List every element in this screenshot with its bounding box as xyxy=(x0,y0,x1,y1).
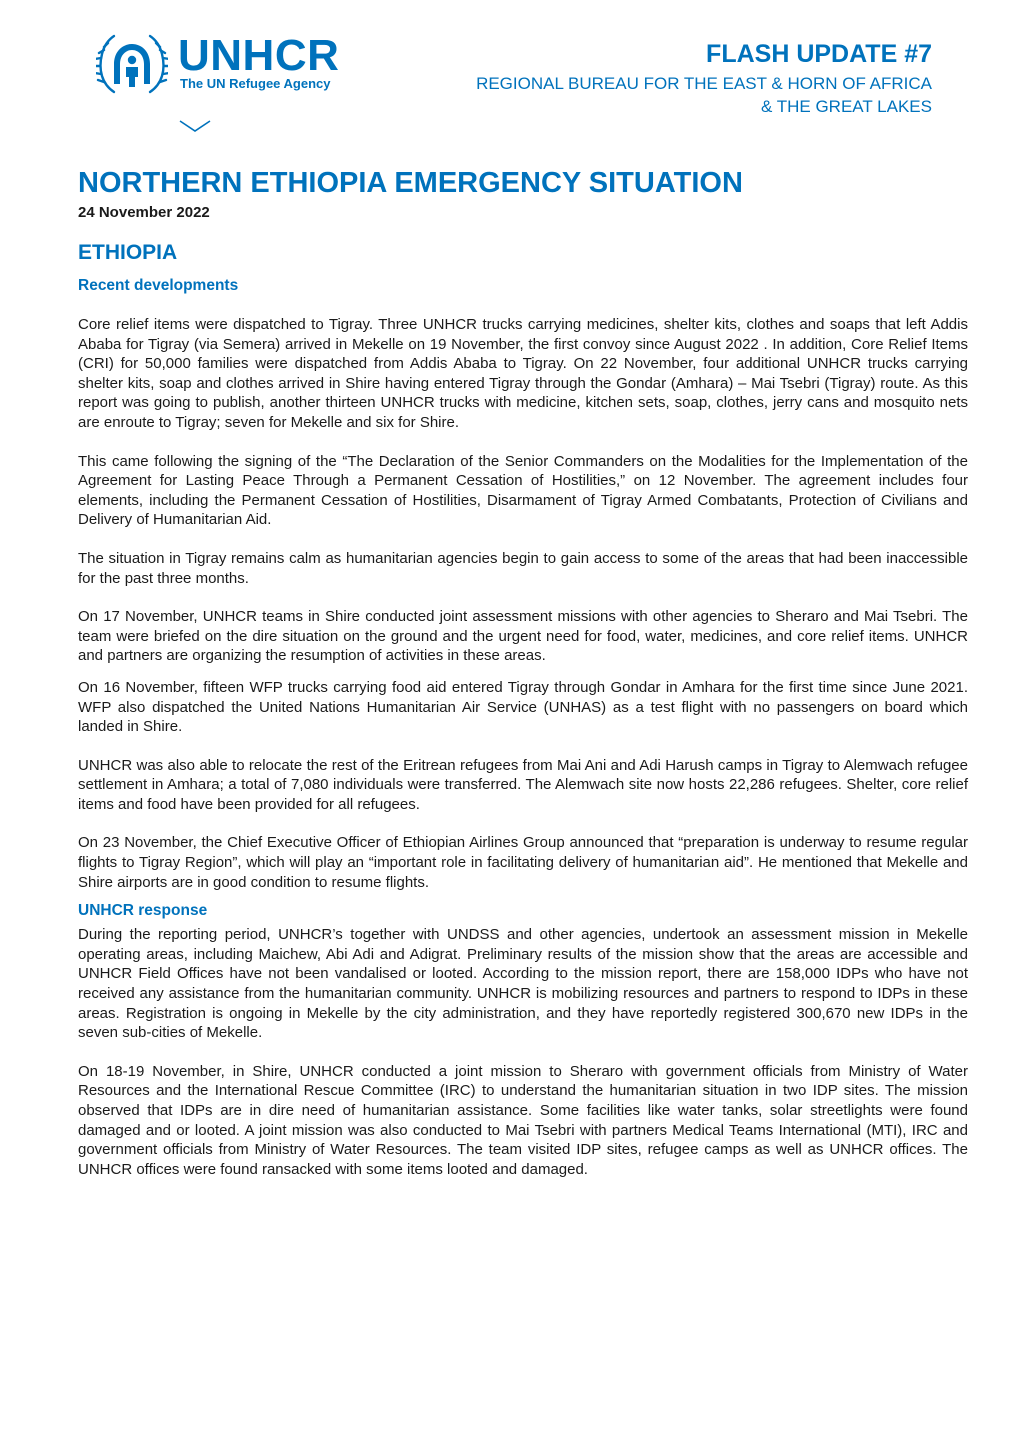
paragraph: UNHCR was also able to relocate the rest of the Eritrean refugees from Mai Ani and Adi Harush camps in Tigray to Alemwach refugee settlement in Amhara; a total of 7,080 individuals were transferred. The Alemwach site now hosts 22,286 refugees. Shelter, core relief items and food have been provided for all refugees. xyxy=(78,756,968,813)
paragraph: On 17 November, UNHCR teams in Shire conducted joint assessment missions with other agencies to Sheraro and Mai Tsebri. The team were briefed on the dire situation on the ground and the urgent need for food, water, medicines, and core relief items. UNHCR and partners are organizing the resumption of activities in these areas. xyxy=(78,608,968,665)
paragraph: On 18-19 November, in Shire, UNHCR conducted a joint mission to Sheraro with government officials from Ministry of Water Resources and the International Rescue Committee (IRC) to understand the humanitarian situation in two IDP sites. The mission observed that IDPs are in dire need of humanitarian assistance. Some facilities like water tanks, solar streetlights were found damaged and or looted. A joint mission was also conducted to Mai Tsebri with partners Medical Teams International (MTI), IRC and government officials from Ministry of Water Resources. The team visited IDP sites, refugee camps as well as UNHCR offices. The UNHCR offices were found ransacked with some items looted and damaged. xyxy=(78,1062,968,1178)
logo-wordmark: UNHCR xyxy=(178,31,340,80)
unhcr-emblem-icon xyxy=(96,34,168,96)
paragraph: This came following the signing of the “The Declaration of the Senior Commanders on the Modalities for the Implementation of the Agreement for Lasting Peace Through a Permanent Cessation of Hostilities,” on 12 November. The agreement includes four elements, including the Permanent Cessation of Hostilities, Disarmament of Tigray Armed Combatants, Protection of Civilians and Delivery of Humanitarian Aid. xyxy=(78,452,968,529)
paragraph: On 23 November, the Chief Executive Officer of Ethiopian Airlines Group announced that “preparation is underway to resume regular flights to Tigray Region”, which will play an “important role in facilitating delivery of humanitarian aid”. He mentioned that Mekelle and Shire airports are in good condition to resume flights. xyxy=(78,834,968,891)
paragraph: The situation in Tigray remains calm as humanitarian agencies begin to gain access to some of the areas that had been inaccessible for the past three months. xyxy=(78,549,968,587)
country-heading: ETHIOPIA xyxy=(78,241,178,264)
regional-bureau-label: REGIONAL BUREAU FOR THE EAST & HORN OF AFRICA & THE GREAT LAKES xyxy=(476,74,932,116)
document-date: 24 November 2022 xyxy=(78,204,210,221)
paragraph: On 16 November, fifteen WFP trucks carrying food aid entered Tigray through Gondar in Amhara for the first time since June 2021. WFP also dispatched the United Nations Humanitarian Air Service (UNHAS) as a test flight with no passengers on board which landed in Shire. xyxy=(78,678,968,736)
section-heading-recent-developments: Recent developments xyxy=(78,277,239,294)
section-heading-unhcr-response: UNHCR response xyxy=(78,902,208,920)
paragraph: During the reporting period, UNHCR’s together with UNDSS and other agencies, undertook an assessment mission in Mekelle operating areas, including Maichew, Abi Adi and Adigrat. Preliminary results of the mission show that the areas are accessible and UNHCR Field Offices have not been vandalised or looted. According to the mission report, there are 158,000 IDPs who have not received any assistance from the humanitarian community. UNHCR is mobilizing resources and partners to respond to IDPs in these areas. Registration is ongoing in Mekelle by the city administration, and they have reportedly registered 300,670 new IDPs in the seven sub-cities of Mekelle. xyxy=(78,926,968,1042)
document-title: NORTHERN ETHIOPIA EMERGENCY SITUATION xyxy=(78,167,743,199)
paragraph: Core relief items were dispatched to Tigray. Three UNHCR trucks carrying medicines, shelter kits, clothes and soaps that left Addis Ababa for Tigray (via Semera) arrived in Mekelle on 19 November, the first convoy since August 2022 . In addition, Core Relief Items (CRI) for 50,000 families were dispatched from Addis Ababa to Tigray. On 22 November, four additional UNHCR trucks carrying shelter kits, soap and clothes arrived in Shire having entered Tigray through the Gondar (Amhara) – Mai Tsebri (Tigray) route. As this report was going to publish, another thirteen UNHCR trucks with medicine, kitchen sets, soap, clothes, jerry cans and mosquito nets are enroute to Tigray; seven for Mekelle and six for Shire. xyxy=(78,316,968,431)
chevron-down-icon xyxy=(178,118,212,134)
logo-tagline: The UN Refugee Agency xyxy=(180,76,331,91)
unhcr-logo xyxy=(96,31,376,98)
report-body xyxy=(78,165,968,1179)
flash-update-title: FLASH UPDATE #7 xyxy=(706,40,932,68)
